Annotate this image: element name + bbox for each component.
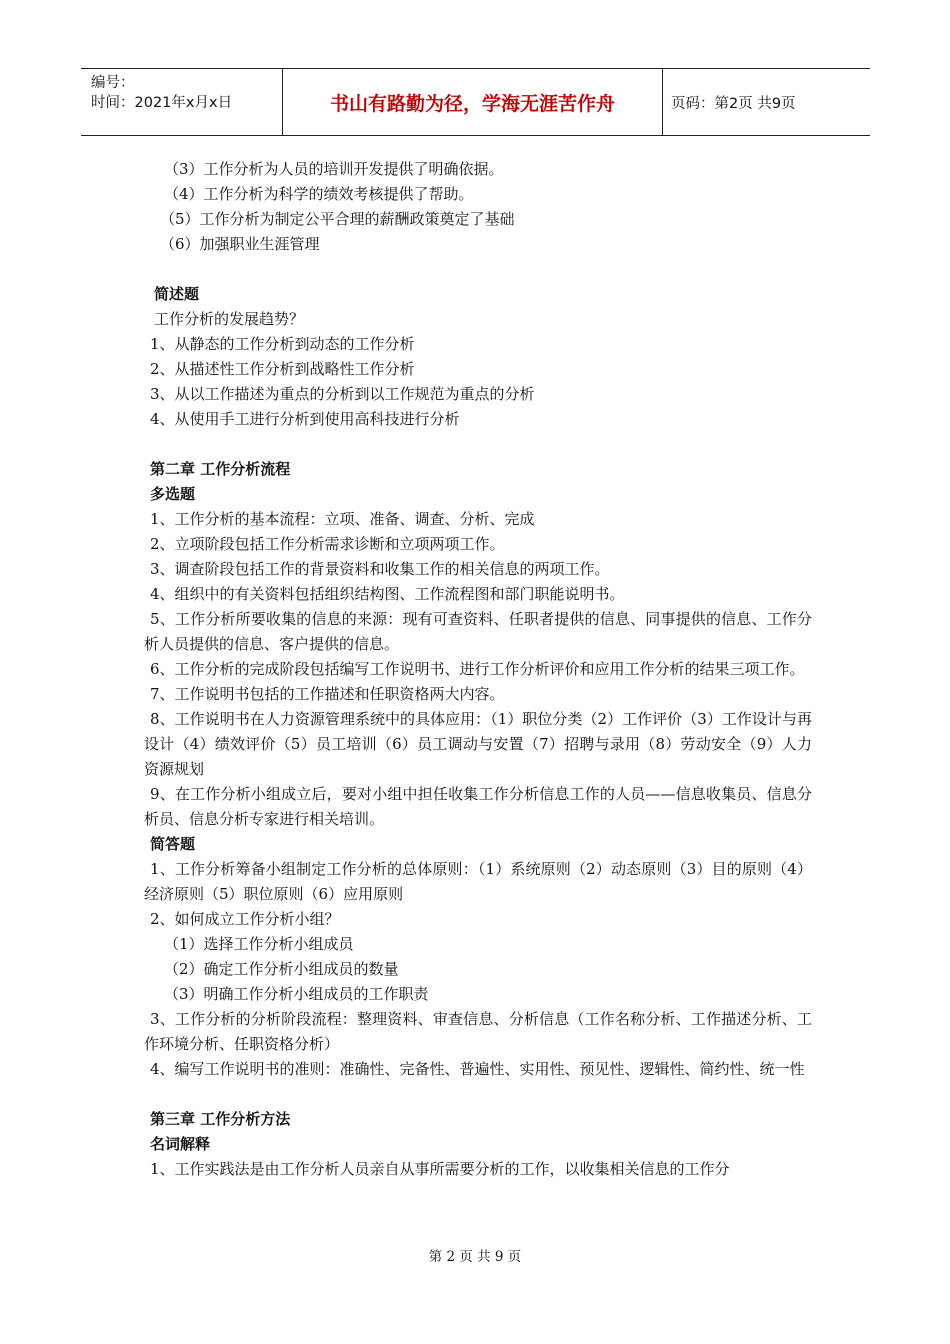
list-item: 1、工作分析筹备小组制定工作分析的总体原则：（1）系统原则（2）动态原则（3）目的原则（4）经济原则（5）职位原则（6）应用原则 <box>144 860 812 903</box>
spacer <box>144 1082 812 1107</box>
list-item: 7、工作说明书包括的工作描述和任职资格两大内容。 <box>150 685 505 703</box>
page-footer: 第 2 页 共 9 页 <box>428 1249 522 1265</box>
section-heading: 简述题 <box>154 285 200 303</box>
list-item: 1、工作实践法是由工作分析人员亲自从事所需要分析的工作，以收集相关信息的工作分 <box>150 1160 730 1178</box>
header-motto: 书山有路勤为径，学海无涯苦作舟 <box>283 69 663 135</box>
list-item: 2、立项阶段包括工作分析需求诊断和立项两项工作。 <box>150 535 505 553</box>
list-item: 8、工作说明书在人力资源管理系统中的具体应用：（1）职位分类（2）工作评价（3）工作设计与再设计（4）绩效评价（5）员工培训（6）员工调动与安置（7）招聘与录用（8）劳动安全（9）人力资源规划 <box>144 710 812 778</box>
list-item: 6、工作分析的完成阶段包括编写工作说明书、进行工作分析评价和应用工作分析的结果三项工作。 <box>150 660 805 678</box>
list-item: 1、工作分析的基本流程：立项、准备、调查、分析、完成 <box>150 510 535 528</box>
list-item: 9、在工作分析小组成立后，要对小组中担任收集工作分析信息工作的人员——信息收集员、信息分析员、信息分析专家进行相关培训。 <box>144 785 812 828</box>
paragraph: （5）工作分析为制定公平合理的薪酬政策奠定了基础 <box>160 210 515 228</box>
paragraph: （4）工作分析为科学的绩效考核提供了帮助。 <box>164 185 474 203</box>
time-label: 时间：2021年x月x日 <box>91 95 233 111</box>
list-item: 3、从以工作描述为重点的分析到以工作规范为重点的分析 <box>150 385 535 403</box>
page-header <box>81 68 870 136</box>
number-label: 编号： <box>91 75 135 91</box>
question: 工作分析的发展趋势？ <box>154 310 305 328</box>
sub-item: （1）选择工作分析小组成员 <box>164 935 354 953</box>
list-item: 4、组织中的有关资料包括组织结构图、工作流程图和部门职能说明书。 <box>150 585 625 603</box>
list-item: 5、工作分析所要收集的信息的来源：现有可查资料、任职者提供的信息、同事提供的信息、工作分析人员提供的信息、客户提供的信息。 <box>144 610 812 653</box>
sub-item: （3）明确工作分析小组成员的工作职责 <box>164 985 429 1003</box>
sub-item: （2）确定工作分析小组成员的数量 <box>164 960 399 978</box>
paragraph: （6）加强职业生涯管理 <box>160 235 320 253</box>
spacer <box>144 432 812 457</box>
section-heading: 简答题 <box>150 835 196 853</box>
list-item: 3、调查阶段包括工作的背景资料和收集工作的相关信息的两项工作。 <box>150 560 610 578</box>
header-page-label: 页码：第2页 共9页 <box>671 95 796 112</box>
document-body <box>144 157 812 1182</box>
list-item: 4、从使用手工进行分析到使用高科技进行分析 <box>150 410 460 428</box>
list-item: 1、从静态的工作分析到动态的工作分析 <box>150 335 415 353</box>
spacer <box>144 257 812 282</box>
paragraph: （3）工作分析为人员的培训开发提供了明确依据。 <box>164 160 504 178</box>
list-item: 4、编写工作说明书的准则：准确性、完备性、普遍性、实用性、预见性、逻辑性、简约性、统一性 <box>150 1060 805 1078</box>
list-item: 2、从描述性工作分析到战略性工作分析 <box>150 360 415 378</box>
section-heading: 名词解释 <box>150 1135 211 1153</box>
section-heading: 多选题 <box>150 485 196 503</box>
header-meta <box>81 69 283 135</box>
chapter-heading: 第三章 工作分析方法 <box>150 1110 291 1128</box>
list-item: 2、如何成立工作分析小组？ <box>150 910 340 928</box>
list-item: 3、工作分析的分析阶段流程：整理资料、审查信息、分析信息（工作名称分析、工作描述分析、工作环境分析、任职资格分析） <box>144 1010 812 1053</box>
chapter-heading: 第二章 工作分析流程 <box>150 460 291 478</box>
